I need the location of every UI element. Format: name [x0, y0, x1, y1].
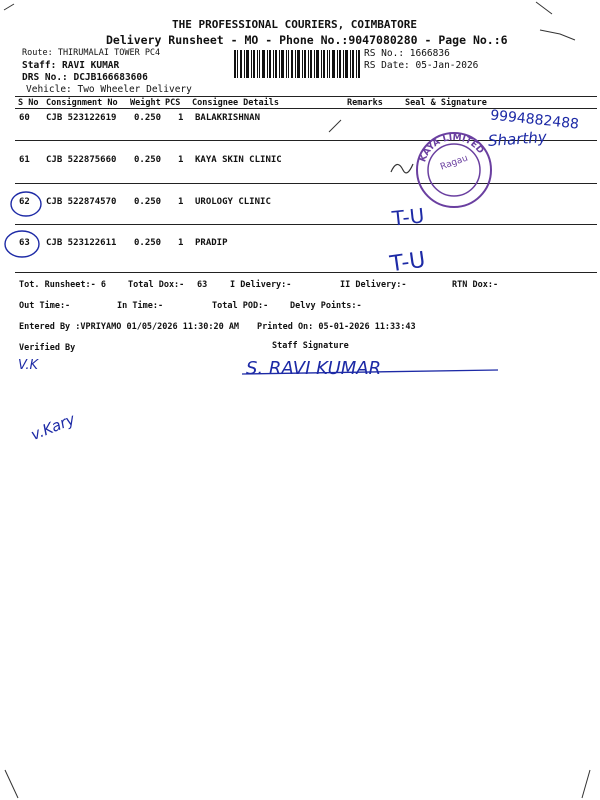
- col-weight: Weight: [130, 98, 161, 108]
- verified-signature: V.K: [18, 358, 39, 373]
- route-info: Route: THIRUMALAI TOWER PC4: [22, 48, 161, 58]
- row-consignment: CJB 522875660: [46, 155, 117, 165]
- row-weight: 0.250: [134, 113, 162, 123]
- runsheet-subtitle: Delivery Runsheet - MO - Phone No.:9047080280 - Page No.:6: [106, 33, 508, 47]
- stamp-center-text: Ragau: [439, 153, 470, 173]
- rtn-dox: RTN Dox:-: [452, 280, 499, 290]
- row-pcs: 1: [178, 155, 184, 165]
- initials-scribble: [391, 164, 413, 173]
- col-sno: S No: [18, 98, 39, 108]
- rs-date: RS Date: 05-Jan-2026: [364, 60, 479, 71]
- corner-mark: [5, 770, 18, 798]
- ii-delivery: II Delivery:-: [340, 280, 407, 290]
- entered-by: Entered By :VPRIYAMO 01/05/2026 11:30:20 AM: [19, 322, 240, 332]
- col-consignment: Consignment No: [46, 98, 118, 108]
- row-weight: 0.250: [134, 238, 162, 248]
- col-consignee: Consignee Details: [192, 98, 279, 108]
- row-weight: 0.250: [134, 197, 162, 207]
- corner-mark: [4, 4, 14, 10]
- out-time: Out Time:-: [19, 301, 71, 311]
- in-time: In Time:-: [117, 301, 164, 311]
- handwritten-initials: T-U: [390, 203, 426, 231]
- corner-mark: [536, 2, 575, 40]
- handwritten-name-signature: Sharthy: [487, 127, 548, 151]
- tot-runsheet: Tot. Runsheet:- 6: [19, 280, 106, 290]
- printed-on: Printed On: 05-01-2026 11:33:43: [257, 322, 416, 332]
- row-consignment: CJB 523122611: [46, 238, 117, 248]
- remark-tick: [329, 120, 341, 132]
- corner-mark: [582, 770, 590, 798]
- row-pcs: 1: [178, 197, 184, 207]
- total-pod: Total POD:-: [212, 301, 269, 311]
- row-pcs: 1: [178, 238, 184, 248]
- circle-mark-63: [5, 231, 39, 257]
- staff-signature-label: Staff Signature: [272, 341, 349, 351]
- company-stamp: [417, 133, 491, 207]
- handwritten-phone: 9994882488: [489, 107, 580, 133]
- staff-info: Staff: RAVI KUMAR: [22, 60, 120, 71]
- row-sno: 61: [19, 155, 30, 165]
- i-delivery: I Delivery:-: [230, 280, 292, 290]
- row-consignee: UROLOGY CLINIC: [195, 197, 271, 207]
- total-dox-label: Total Dox:-: [128, 280, 185, 290]
- vehicle-info: Vehicle: Two Wheeler Delivery: [26, 84, 192, 95]
- drs-info: DRS No.: DCJB166683606: [22, 72, 148, 83]
- delvy-points: Delvy Points:-: [290, 301, 362, 311]
- total-dox-value: 63: [197, 280, 208, 290]
- row-consignment: CJB 523122619: [46, 113, 117, 123]
- circle-mark-62: [11, 192, 41, 216]
- handwritten-initials: T-U: [388, 247, 428, 278]
- rs-number: RS No.: 1666836: [364, 48, 450, 59]
- row-sno: 63: [19, 238, 30, 248]
- row-consignee: KAYA SKIN CLINIC: [195, 155, 282, 165]
- row-consignment: CJB 522874570: [46, 197, 117, 207]
- row-sno: 60: [19, 113, 30, 123]
- row-consignee: PRADIP: [195, 238, 228, 248]
- row-weight: 0.250: [134, 155, 162, 165]
- stamp-text: KAYA LIMITED: [418, 132, 486, 164]
- col-remarks: Remarks: [347, 98, 383, 108]
- col-seal: Seal & Signature: [405, 98, 487, 108]
- col-pcs: PCS: [165, 98, 181, 108]
- row-consignee: BALAKRISHNAN: [195, 113, 261, 123]
- staff-signature: S. RAVI KUMAR: [246, 358, 382, 379]
- verified-by-label: Verified By: [19, 343, 76, 353]
- verifier-initials: v.Kary: [28, 410, 78, 444]
- row-sno: 62: [19, 197, 30, 207]
- company-title: THE PROFESSIONAL COURIERS, COIMBATORE: [172, 18, 418, 31]
- row-pcs: 1: [178, 113, 184, 123]
